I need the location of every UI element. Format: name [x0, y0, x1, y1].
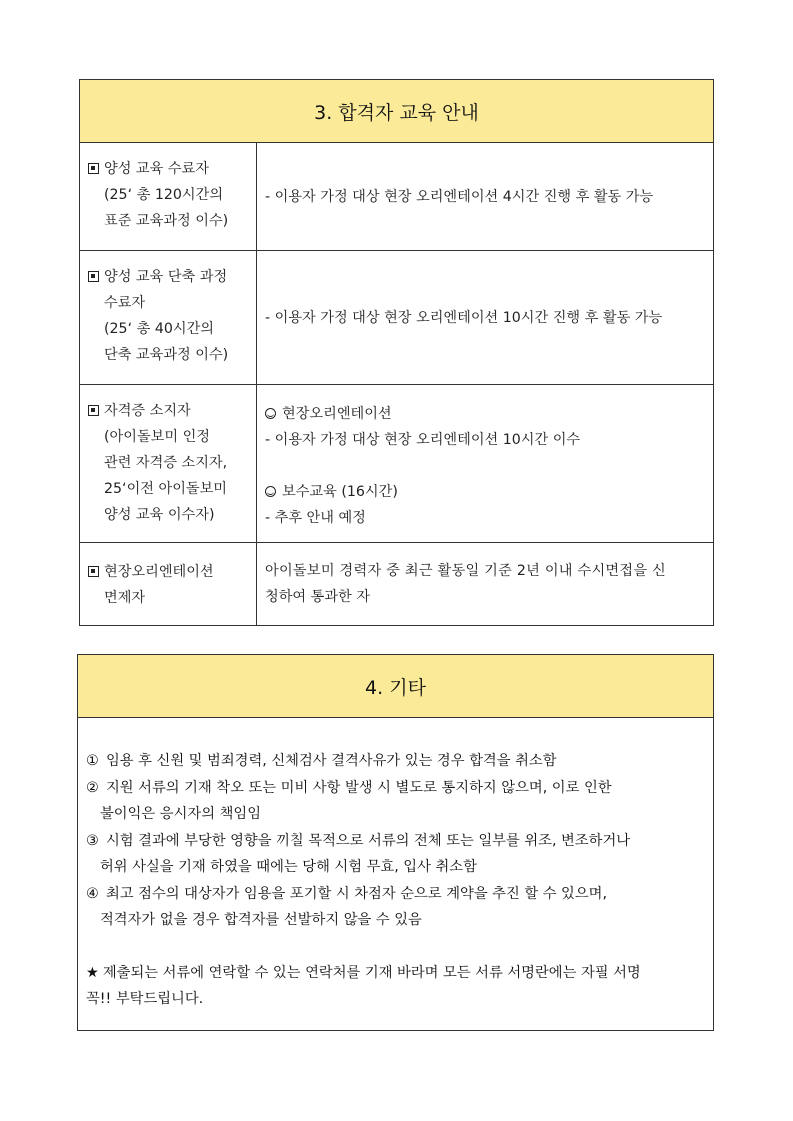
signature-note: ★ 제출되는 서류에 연락할 수 있는 연락처를 기재 바라며 모든 서류 서명란에는 자필 서명: [86, 964, 641, 981]
checkbox-square-icon: [88, 405, 99, 416]
row-description: - 이용자 가정 대상 현장 오리엔테이션 4시간 진행 후 활동 가능: [265, 188, 654, 205]
table-row: [80, 543, 713, 625]
list-item: ② 지원 서류의 기재 착오 또는 미비 사항 발생 시 별도로 통지하지 않으며, 이로 인한: [86, 779, 612, 796]
table-row: [80, 385, 713, 543]
list-item: ④ 최고 점수의 대상자가 임용을 포기할 시 차점자 순으로 계약을 추진 할 수 있으며,: [86, 885, 608, 902]
row-category: 양성 교육 수료자 (25‘ 총 120시간의 표준 교육과정 이수): [80, 143, 257, 250]
table-row: [80, 143, 713, 251]
other-notes-box: [77, 654, 714, 1031]
notes-list: ① 임용 후 신원 및 범죄경력, 신체검사 결격사유가 있는 경우 합격을 취소함 ② 지원 서류의 기재 착오 또는 미비 사항 발생 시 별도로 통지하지 않으며, 이로 인한 불이익은 응시자의 책임임 ③ 시험 결과에 부당한 영향을 끼칠 목적으로 서류의 전체 또는 일부를 위조, 변조하거나 허위 사실을 기재 하였을 때에는 당해 시험 무효, 입사 취소함 ④ 최고 점수의 대상자가 임용을 포기할 시 차점자 순으로 계약을 추진 할 수 있으며, 적격자가 없을 경우 합격자를 선발하지 않을 수 있음 ★ 제출되는 서류에 연락할 수 있는 연락처를 기재 바라며 모든 서류 서명란에는 자필 서명 꼭!! 부탁드립니다.: [78, 718, 713, 1013]
row-category: 현장오리엔테이션 면제자: [80, 543, 257, 625]
education-guide-table: [79, 79, 714, 626]
list-item: ③ 시험 결과에 부당한 영향을 끼칠 목적으로 서류의 전체 또는 일부를 위조, 변조하거나: [86, 832, 631, 849]
section3-title: 3. 합격자 교육 안내: [80, 80, 713, 143]
star-icon: ★: [86, 964, 99, 981]
table-row: [80, 251, 713, 385]
row-description: - 이용자 가정 대상 현장 오리엔테이션 10시간 진행 후 활동 가능: [265, 309, 663, 326]
circle-bullet-icon: [265, 408, 276, 419]
list-item: ① 임용 후 신원 및 범죄경력, 신체검사 결격사유가 있는 경우 합격을 취소함: [86, 753, 557, 769]
row-category: 자격증 소지자 (아이돌보미 인정 관련 자격증 소지자, 25‘이전 아이돌보미 양성 교육 이수자): [80, 385, 257, 542]
checkbox-square-icon: [88, 271, 99, 282]
checkbox-square-icon: [88, 566, 99, 577]
row-description: 아이돌보미 경력자 중 최근 활동일 기준 2년 이내 수시면접을 신 청하여 통과한 자: [265, 563, 666, 605]
row-description: 현장오리엔테이션 - 이용자 가정 대상 현장 오리엔테이션 10시간 이수 보수교육 (16시간) - 추후 안내 예정: [265, 406, 581, 526]
row-category: 양성 교육 단축 과정 수료자 (25‘ 총 40시간의 단축 교육과정 이수): [80, 251, 257, 384]
circle-bullet-icon: [265, 486, 276, 497]
checkbox-square-icon: [88, 163, 99, 174]
signature-note-continued: 꼭!! 부탁드립니다.: [86, 991, 204, 1007]
section4-title: 4. 기타: [78, 655, 713, 718]
